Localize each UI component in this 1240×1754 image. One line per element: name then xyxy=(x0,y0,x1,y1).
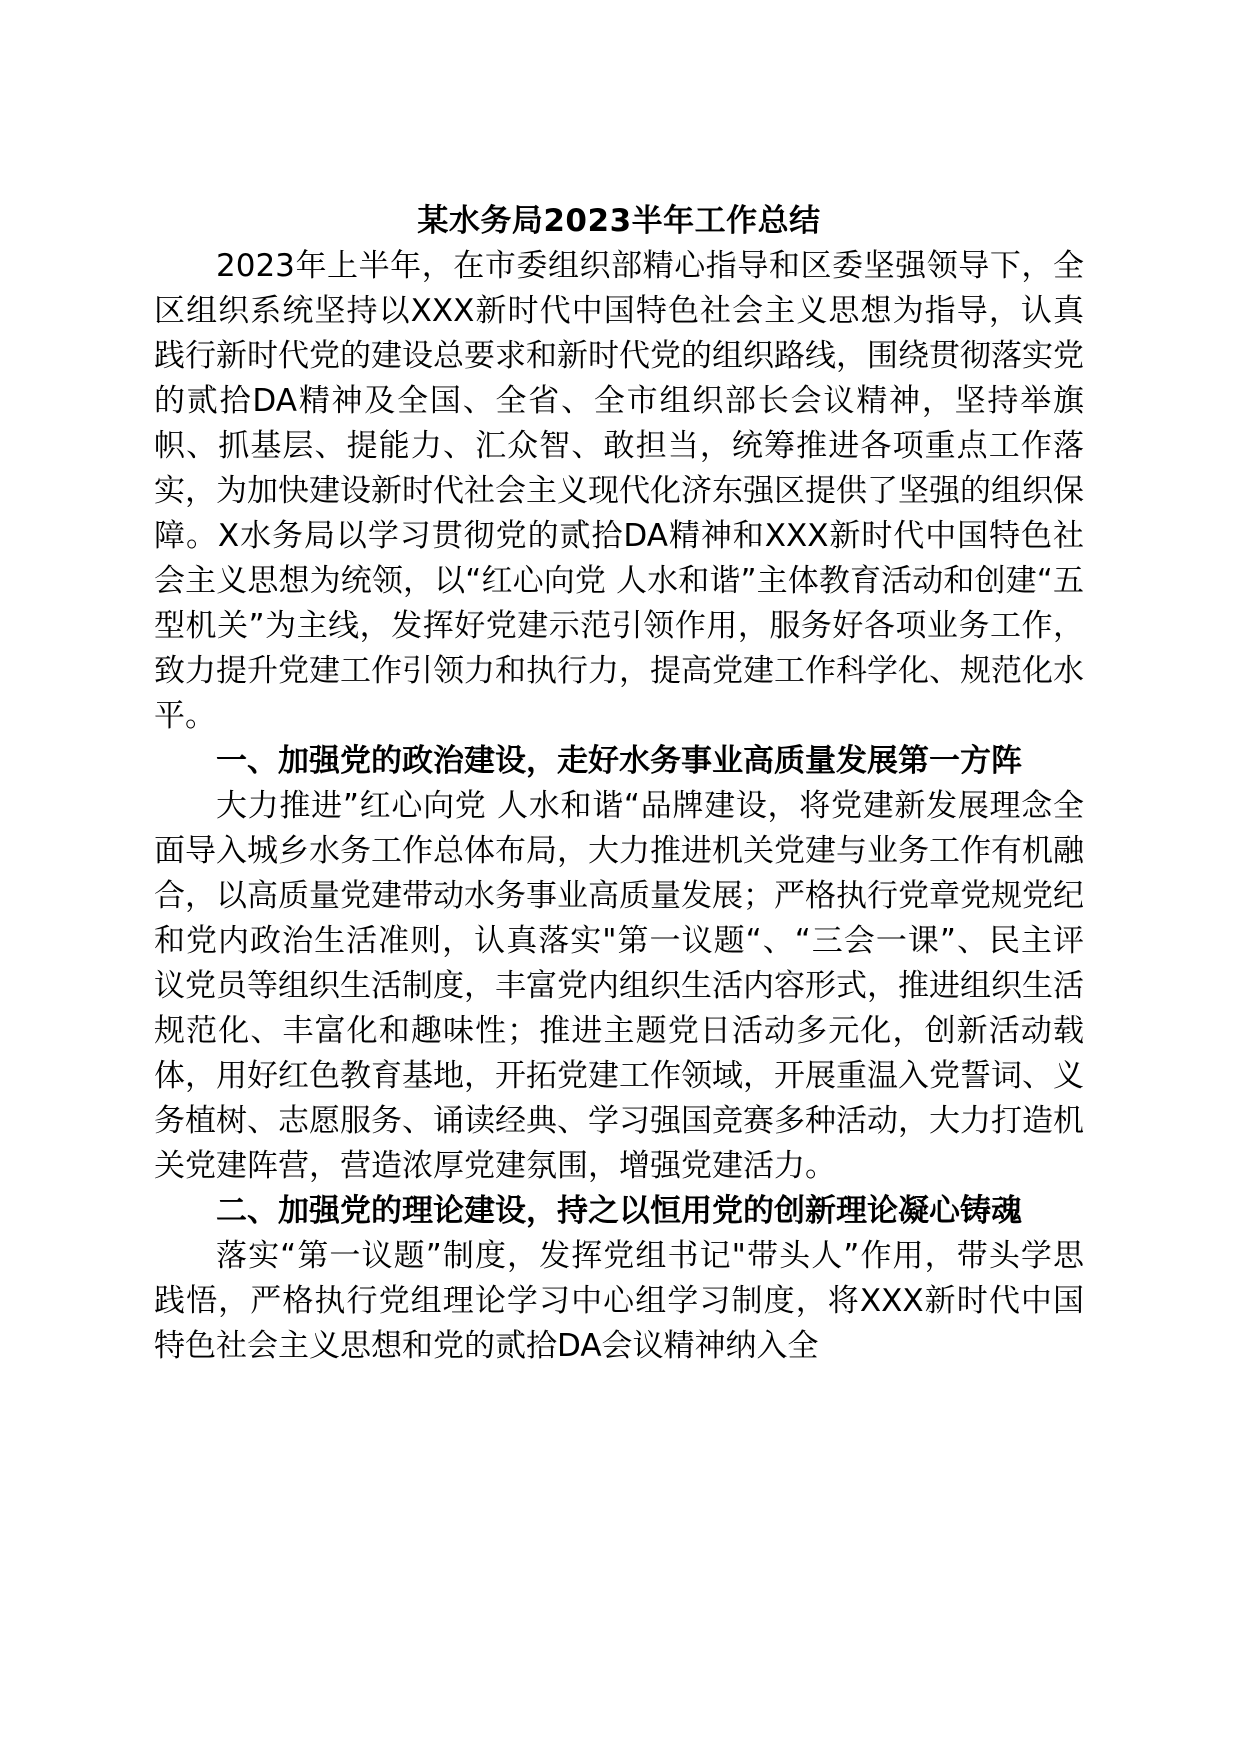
document-body xyxy=(154,198,1084,1369)
document-title: 某水务局2023半年工作总结 xyxy=(417,203,821,239)
intro-paragraph: 2023年上半年，在市委组织部精心指导和区委坚强领导下，全区组织系统坚持以XXX新时代中国特色社会主义思想为指导，认真践行新时代党的建设总要求和新时代党的组织路线，围绕贯彻落实党的贰拾DA精神及全国、全省、全市组织部长会议精神，坚持举旗帜、抓基层、提能力、汇众智、敢担当，统筹推进各项重点工作落实，为加快建设新时代社会主义现代化济东强区提供了坚强的组织保障。X水务局以学习贯彻党的贰拾DA精神和XXX新时代中国特色社会主义思想为统领，以“红心向党 人水和谐”主体教育活动和创建“五型机关”为主线，发挥好党建示范引领作用，服务好各项业务工作，致力提升党建工作引领力和执行力，提高党建工作科学化、规范化水平。 xyxy=(154,248,1084,734)
section-2-heading: 二、加强党的理论建设，持之以恒用党的创新理论凝心铸魂 xyxy=(216,1193,1022,1229)
section-1-paragraph: 大力推进”红心向党 人水和谐“品牌建设，将党建新发展理念全面导入城乡水务工作总体布局，大力推进机关党建与业务工作有机融合，以高质量党建带动水务事业高质量发展；严格执行党章党规党纪和党内政治生活准则，认真落实"第一议题“、“三会一课”、民主评议党员等组织生活制度，丰富党内组织生活内容形式，推进组织生活规范化、丰富化和趣味性；推进主题党日活动多元化，创新活动载体，用好红色教育基地，开拓党建工作领域，开展重温入党誓词、义务植树、志愿服务、诵读经典、学习强国竞赛多种活动，大力打造机关党建阵营，营造浓厚党建氛围，增强党建活力。 xyxy=(154,788,1084,1184)
section-1-heading: 一、加强党的政治建设，走好水务事业高质量发展第一方阵 xyxy=(216,743,1022,779)
section-2-paragraph: 落实“第一议题”制度，发挥党组书记"带头人”作用，带头学思践悟，严格执行党组理论学习中心组学习制度，将XXX新时代中国特色社会主义思想和党的贰拾DA会议精神纳入全 xyxy=(154,1238,1084,1364)
